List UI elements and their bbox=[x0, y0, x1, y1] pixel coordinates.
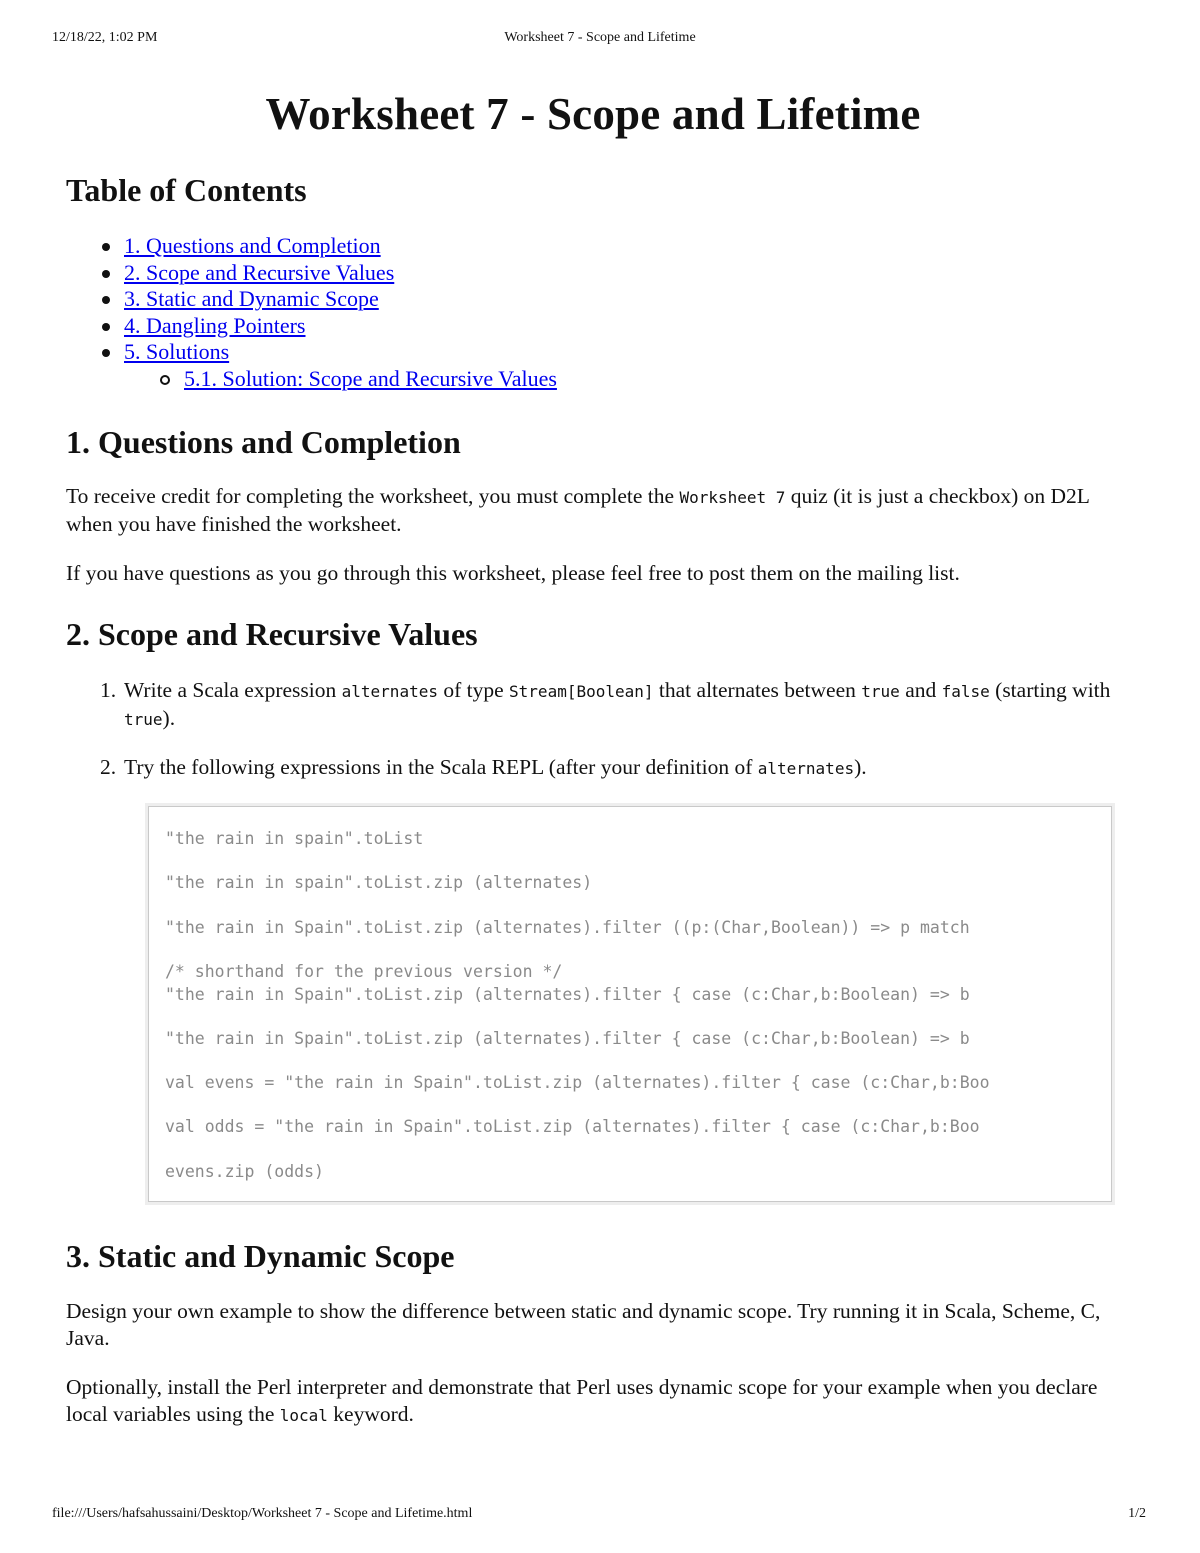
inline-code: Stream[Boolean] bbox=[509, 682, 654, 701]
toc-link-dangling-pointers[interactable]: 4. Dangling Pointers bbox=[124, 312, 306, 338]
inline-code: alternates bbox=[757, 759, 855, 778]
toc-link-questions[interactable]: 1. Questions and Completion bbox=[124, 233, 381, 258]
file-path: file:///Users/hafsahussaini/Desktop/Worksheet 7 - Scope and Lifetime.html bbox=[52, 1506, 473, 1521]
code-line: "the rain in Spain".toList.zip (alternates).filter ((p:(Char,Boolean)) => p match bbox=[165, 918, 970, 937]
table-of-contents bbox=[66, 233, 1120, 392]
code-line: "the rain in Spain".toList.zip (alternates).filter { case (c:Char,b:Boolean) => b bbox=[165, 985, 970, 1004]
inline-code: alternates bbox=[341, 682, 438, 701]
inline-code: local bbox=[279, 1406, 328, 1425]
print-title: Worksheet 7 - Scope and Lifetime bbox=[504, 30, 696, 45]
code-block[interactable] bbox=[148, 806, 1112, 1202]
toc-item bbox=[66, 286, 1120, 313]
code-line: val odds = "the rain in Spain".toList.zip (alternates).filter { case (c:Char,b:Boo bbox=[165, 1117, 980, 1136]
step-number: 2. bbox=[100, 755, 117, 779]
paragraph: Design your own example to show the difference between static and dynamic scope. Try running it in Scala, Scheme, C, Java. bbox=[66, 1299, 1101, 1350]
print-date: 12/18/22, 1:02 PM bbox=[52, 30, 158, 45]
text: that alternates between bbox=[653, 678, 862, 702]
code-line: "the rain in spain".toList.zip (alternates) bbox=[165, 873, 593, 892]
text: and bbox=[899, 678, 942, 702]
text: Write a Scala expression bbox=[124, 678, 342, 702]
text: ). bbox=[854, 755, 867, 779]
paragraph bbox=[66, 1374, 1120, 1429]
toc-item bbox=[66, 313, 1120, 340]
toc-link-solution-scope[interactable]: 5.1. Solution: Scope and Recursive Values bbox=[184, 365, 557, 391]
text: of type bbox=[437, 678, 510, 702]
paragraph: If you have questions as you go through this worksheet, please feel free to post them on the mailing list. bbox=[66, 561, 960, 585]
print-footer bbox=[52, 1506, 1148, 1524]
text: ). bbox=[162, 706, 176, 730]
text: (starting with bbox=[989, 678, 1111, 702]
document-body bbox=[66, 84, 1120, 1429]
code-line: evens.zip (odds) bbox=[165, 1162, 324, 1181]
code-line: "the rain in spain".toList bbox=[165, 829, 424, 848]
steps-list bbox=[66, 677, 1120, 782]
text: Try the following expressions in the Scala REPL (after your definition of bbox=[124, 755, 758, 779]
text: Optionally, install the Perl interpreter and demonstrate that Perl uses dynamic scope for your example when you declare local variables using the bbox=[66, 1375, 1098, 1426]
toc-subitem bbox=[66, 366, 1120, 393]
inline-code: true bbox=[861, 682, 900, 701]
text: keyword. bbox=[327, 1402, 414, 1426]
inline-code: Worksheet 7 bbox=[679, 488, 786, 507]
text: quiz (it is just a checkbox) on D2L when you have finished the worksheet. bbox=[66, 484, 1090, 536]
section-heading-scope-recursive: 2. Scope and Recursive Values bbox=[66, 616, 478, 652]
code-line: val evens = "the rain in Spain".toList.zip (alternates).filter { case (c:Char,b:Boo bbox=[165, 1073, 990, 1092]
code-line: "the rain in Spain".toList.zip (alternates).filter { case (c:Char,b:Boolean) => b bbox=[165, 1029, 970, 1048]
step-item bbox=[66, 754, 1120, 782]
section-heading-static-dynamic: 3. Static and Dynamic Scope bbox=[66, 1238, 455, 1274]
toc-heading: Table of Contents bbox=[66, 172, 307, 208]
inline-code: false bbox=[941, 682, 990, 701]
step-number: 1. bbox=[100, 678, 117, 702]
toc-item bbox=[66, 339, 1120, 366]
page-number: 1/2 bbox=[1128, 1506, 1146, 1521]
section-heading-questions: 1. Questions and Completion bbox=[66, 424, 461, 460]
step-item bbox=[66, 677, 1120, 733]
toc-link-solutions[interactable]: 5. Solutions bbox=[124, 339, 230, 364]
page-title: Worksheet 7 - Scope and Lifetime bbox=[265, 89, 921, 139]
inline-code: true bbox=[124, 710, 163, 729]
paragraph bbox=[66, 483, 1120, 538]
toc-item bbox=[66, 260, 1120, 287]
toc-item bbox=[66, 233, 1120, 260]
print-header bbox=[52, 30, 1148, 48]
code-line: /* shorthand for the previous version */ bbox=[165, 962, 563, 981]
toc-link-static-dynamic[interactable]: 3. Static and Dynamic Scope bbox=[124, 286, 379, 311]
text: To receive credit for completing the worksheet, you must complete the bbox=[66, 484, 680, 508]
toc-link-scope-recursive[interactable]: 2. Scope and Recursive Values bbox=[124, 259, 395, 285]
